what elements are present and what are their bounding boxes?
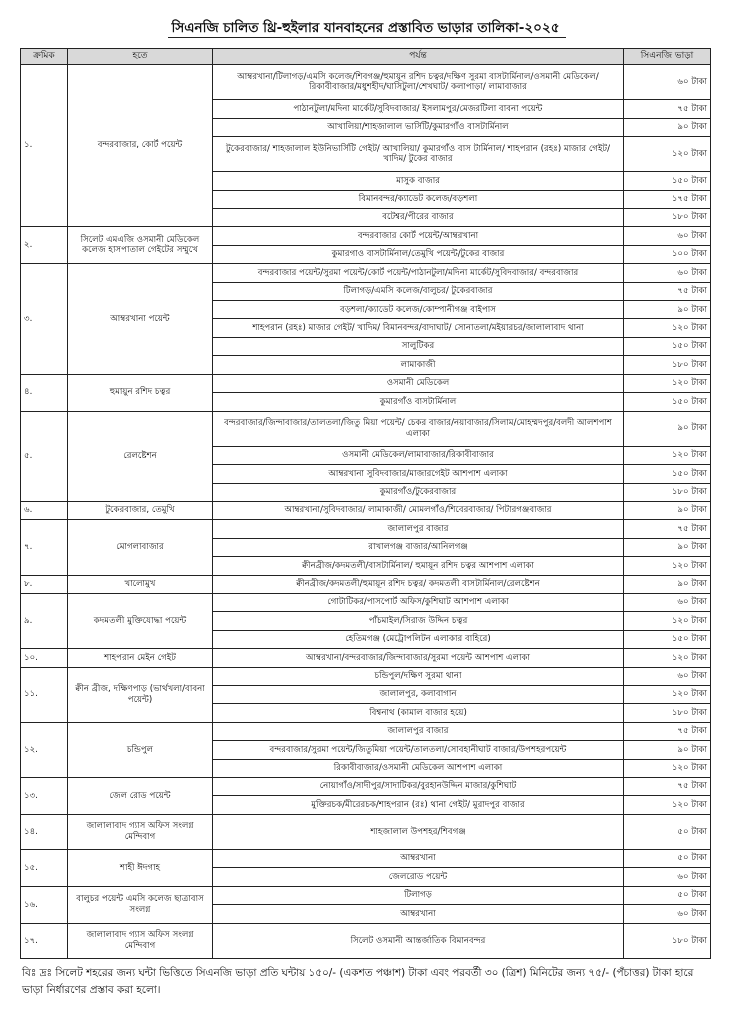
serial-cell: ৩.	[21, 264, 68, 374]
fare-cell: ৫০ টাকা	[624, 850, 711, 868]
serial-cell: ১৭.	[21, 923, 68, 958]
table-row	[21, 923, 711, 958]
table-row	[21, 814, 711, 849]
fare-cell: ৬০ টাকা	[624, 667, 711, 685]
fare-cell: ১৫০ টাকা	[624, 172, 711, 190]
fare-cell: ১২০ টাকা	[624, 759, 711, 777]
fare-cell: ৯০ টাকা	[624, 575, 711, 593]
from-cell: জালালাবাদ গ্যাস অফিস সংলগ্ন মেন্দিবাগ	[68, 814, 213, 849]
from-cell: সিলেট এমএজি ওসমানী মেডিকেল কলেজ হাসপাতাল গেইটের সম্মুখে	[68, 227, 213, 264]
destination-cell: জালালপুর বাজার	[213, 722, 624, 740]
serial-cell: ৪.	[21, 374, 68, 411]
fare-cell: ৭৫ টাকা	[624, 520, 711, 538]
destination-cell: পাঁচমাইল/সিরাজ উদ্দিন চত্বর	[213, 612, 624, 630]
page-title: সিএনজি চালিত থ্রি-হুইলার যানবাহনের প্রস্তাবিত ভাড়ার তালিকা-২০২৫	[171, 20, 560, 36]
destination-cell: চন্ডিপুল/দক্ষিণ সুরমা থানা	[213, 667, 624, 685]
serial-cell: ৬.	[21, 501, 68, 519]
serial-cell: ৫.	[21, 411, 68, 501]
table-row	[21, 886, 711, 904]
from-cell: আম্বরখানা পয়েন্ট	[68, 264, 213, 374]
table-row	[21, 411, 711, 446]
footnote: বিঃ দ্রঃ সিলেট শহরের জন্য ঘন্টা ভিত্তিতে সিএনজি ভাড়া প্রতি ঘন্টায় ১৫০/- (একশত পঞ্চাশ) টাকা এবং পরবর্তী ৩০ (ত্রিশ) মিনিটের জন্য ৭৫/- (পঁচাত্তর) টাকা হারে ভাড়া নির্ধারণের প্রস্তাব করা হলো।	[22, 967, 694, 997]
fare-cell: ৭৫ টাকা	[624, 722, 711, 740]
from-cell: শাহপরান মেইন গেইট	[68, 649, 213, 667]
fare-cell: ৯০ টাকা	[624, 501, 711, 519]
destination-cell: হেতিমগঞ্জ (মেট্রোপলিটন এলাকার বাহিরে)	[213, 630, 624, 648]
table-row	[21, 575, 711, 593]
destination-cell: বন্দরবাজার কোর্ট পয়েন্ট/আম্বরখানা	[213, 227, 624, 245]
serial-cell: ১১.	[21, 667, 68, 722]
destination-cell: ওসমানী মেডিকেল/লামাবাজার/রিকাবীবাজার	[213, 446, 624, 464]
fare-cell: ৫০ টাকা	[624, 886, 711, 904]
table-row	[21, 520, 711, 538]
destination-cell: বন্দরবাজার/সুরমা পয়েন্ট/জিতুমিয়া পয়েন্ট/তালতলা/সোবহানীঘাট বাজার/উপশহরপয়েন্ট	[213, 741, 624, 759]
from-cell: মোগলাবাজার	[68, 520, 213, 575]
destination-cell: আখালিয়া/শাহজালাল ভার্সিটি/কুমারগাঁও বাসটার্মিনাল	[213, 118, 624, 136]
header-from: হতে	[68, 49, 213, 65]
destination-cell: আম্বরখানা/বন্দরবাজার/জিন্দাবাজার/সুরমা পয়েন্ট আশপাশ এলাকা	[213, 649, 624, 667]
fare-table	[20, 48, 711, 959]
serial-cell: ১.	[21, 65, 68, 227]
serial-cell: ৭.	[21, 520, 68, 575]
destination-cell: গোটাটিকর/পাসপোর্ট অফিস/কুশিঘাট আশপাশ এলাকা	[213, 593, 624, 611]
fare-cell: ৬০ টাকা	[624, 905, 711, 923]
from-cell: রেলষ্টেশন	[68, 411, 213, 501]
fare-cell: ৭৫ টাকা	[624, 778, 711, 796]
table-row	[21, 264, 711, 282]
destination-cell: টিলাগড়	[213, 886, 624, 904]
fare-cell: ১৮০ টাকা	[624, 356, 711, 374]
fare-cell: ৯০ টাকা	[624, 301, 711, 319]
table-row	[21, 65, 711, 100]
destination-cell: বন্দরবাজার/জিন্দাবাজার/তালতলা/জিতু মিয়া পয়েন্ট/ চেকর বাজার/নয়াবাজার/সিলাম/মোহম্মদপুর/বলদী আলশপাশ এলাকা	[213, 411, 624, 446]
from-cell: বালুচর পয়েন্ট এমসি কলেজ ছাত্রাবাস সংলগ্ন	[68, 886, 213, 923]
table-header-row	[21, 49, 711, 65]
fare-cell: ৫০ টাকা	[624, 814, 711, 849]
fare-cell: ৬০ টাকা	[624, 227, 711, 245]
destination-cell: শাহপরান (রহঃ) মাজার গেইট/ খাদিম/ বিমানবন্দর/বাদাঘাট/ সোনাতলা/মইয়ারচর/জালালাবাদ থানা	[213, 319, 624, 337]
destination-cell: আম্বরখানা/টিলাগড়/এমসি কলেজ/শিবগঞ্জ/হুমায়ূন রশিদ চত্বর/দক্ষিণ সুরমা বাসটার্মিনাল/ওসমানী মেডিকেল/রিকাবীবাজার/মধুশহীদ/ঘাসিটুলা/শেখঘাট/ কলাপাড়া/ লামাবাজার	[213, 65, 624, 100]
fare-cell: ১৭৫ টাকা	[624, 190, 711, 208]
table-row	[21, 501, 711, 519]
from-cell: খালোমুখ	[68, 575, 213, 593]
table-row	[21, 649, 711, 667]
fare-cell: ১৮০ টাকা	[624, 704, 711, 722]
table-row	[21, 227, 711, 245]
from-cell: জেল রোড পয়েন্ট	[68, 778, 213, 815]
fare-cell: ১২০ টাকা	[624, 612, 711, 630]
destination-cell: কুমারগাঁও বাসটার্মিনাল	[213, 393, 624, 411]
fare-cell: ১২০ টাকা	[624, 446, 711, 464]
fare-cell: ১২০ টাকা	[624, 649, 711, 667]
destination-cell: আম্বরখানা/সুবিদবাজার/ লামাকাজী/ মোমলগাঁও/শিবেরবাজার/ পিটারগঞ্জবাজার	[213, 501, 624, 519]
fare-cell: ৯০ টাকা	[624, 118, 711, 136]
table-row	[21, 374, 711, 392]
table-row	[21, 778, 711, 796]
fare-cell: ৬০ টাকা	[624, 264, 711, 282]
destination-cell: বিশ্বনাথ (কামাল বাজার হয়ে)	[213, 704, 624, 722]
serial-cell: ৮.	[21, 575, 68, 593]
fare-cell: ১৮০ টাকা	[624, 923, 711, 958]
serial-cell: ১৫.	[21, 850, 68, 887]
destination-cell: রিকাবীবাজার/ওসমানী মেডিকেল আশপাশ এলাকা	[213, 759, 624, 777]
fare-cell: ১৫০ টাকা	[624, 465, 711, 483]
destination-cell: আম্বরখানা	[213, 905, 624, 923]
header-fare: সিএনজি ভাড়া	[624, 49, 711, 65]
destination-cell: মুক্তিরচক/মীরেরচক/শাহপরান (রঃ) থানা গেইট/ মুরাদপুর বাজার	[213, 796, 624, 814]
fare-table-body	[21, 65, 711, 959]
serial-cell: ৯.	[21, 593, 68, 648]
destination-cell: কুমারগাও বাসটার্মিনাল/তেমুখি পয়েন্ট/টুকের বাজার	[213, 245, 624, 263]
fare-cell: ৯০ টাকা	[624, 741, 711, 759]
destination-cell: সিলেট ওসমানী আন্তর্জাতিক বিমানবন্দর	[213, 923, 624, 958]
from-cell: হুমায়ুন রশিদ চত্বর	[68, 374, 213, 411]
serial-cell: ১০.	[21, 649, 68, 667]
destination-cell: আম্বরখানা	[213, 850, 624, 868]
destination-cell: বড়শলা/ক্যাডেট কলেজ/কোম্পানীগঞ্জ বাইপাস	[213, 301, 624, 319]
fare-cell: ১৫০ টাকা	[624, 393, 711, 411]
serial-cell: ১২.	[21, 722, 68, 777]
serial-cell: ১৬.	[21, 886, 68, 923]
destination-cell: মাসুক বাজার	[213, 172, 624, 190]
destination-cell: আম্বরখানা সুবিদবাজার/মাজারগেইট আশপাশ এলাকা	[213, 465, 624, 483]
from-cell: ক্বীন ব্রীজ, দক্ষিণপাড় (ভার্থখলা/বাবনা পয়েন্ট)	[68, 667, 213, 722]
destination-cell: কুমারগাঁও/টুকেরবাজার	[213, 483, 624, 501]
serial-cell: ২.	[21, 227, 68, 264]
destination-cell: বন্দরবাজার পয়েন্ট/সুরমা পয়েন্ট/কোর্ট পয়েন্ট/পাঠানটুলা/মদিনা মার্কেট/সুবিদবাজার/ বন্দরবাজার	[213, 264, 624, 282]
header-to: পর্যন্ত	[213, 49, 624, 65]
fare-cell: ১৮০ টাকা	[624, 483, 711, 501]
from-cell: টুকেরবাজার, তেমুখি	[68, 501, 213, 519]
from-cell: বন্দরবাজার, কোর্ট পয়েন্ট	[68, 65, 213, 227]
destination-cell: লামাকাজী	[213, 356, 624, 374]
fare-cell: ৭৫ টাকা	[624, 282, 711, 300]
fare-cell: ৬০ টাকা	[624, 65, 711, 100]
destination-cell: সালুটিকর	[213, 337, 624, 355]
fare-cell: ১২০ টাকা	[624, 374, 711, 392]
from-cell: শাহী ঈদগাহ	[68, 850, 213, 887]
destination-cell: জালালপুর বাজার	[213, 520, 624, 538]
fare-cell: ৬০ টাকা	[624, 868, 711, 886]
header-serial: ক্রমিক	[21, 49, 68, 65]
from-cell: চন্ডিপুল	[68, 722, 213, 777]
fare-cell: ৯০ টাকা	[624, 411, 711, 446]
destination-cell: ক্বীনব্রীজ/কদমতলী/বাসটার্মিনাল/ হুমায়ূন রশিদ চত্বর আশপাশ এলাকা	[213, 557, 624, 575]
destination-cell: জেলরোড পয়েন্ট	[213, 868, 624, 886]
fare-cell: ৬০ টাকা	[624, 593, 711, 611]
destination-cell: শাহজালাল উপশহর/শিবগঞ্জ	[213, 814, 624, 849]
fare-cell: ১২০ টাকা	[624, 685, 711, 703]
destination-cell: জালালপুর, কলাবাগান	[213, 685, 624, 703]
destination-cell: বটেশ্বর/পীরের বাজার	[213, 209, 624, 227]
fare-cell: ৯০ টাকা	[624, 538, 711, 556]
destination-cell: ওসমানী মেডিকেল	[213, 374, 624, 392]
destination-cell: ক্বীনব্রীজ/কদমতলী/হুমায়ূন রশিদ চত্বর/ কদমতলী বাসটার্মিনাল/রেলষ্টেশন	[213, 575, 624, 593]
fare-cell: ১২০ টাকা	[624, 137, 711, 172]
fare-cell: ১২০ টাকা	[624, 557, 711, 575]
destination-cell: বিমানবন্দর/ক্যাডেট কলেজ/বড়শলা	[213, 190, 624, 208]
fare-cell: ১৫০ টাকা	[624, 630, 711, 648]
fare-cell: ১৮০ টাকা	[624, 209, 711, 227]
serial-cell: ১৩.	[21, 778, 68, 815]
from-cell: জালালাবাদ গ্যাস অফিস সংলগ্ন মেন্দিবাগ	[68, 923, 213, 958]
fare-cell: ৭৫ টাকা	[624, 100, 711, 118]
fare-cell: ১২০ টাকা	[624, 796, 711, 814]
fare-cell: ১০০ টাকা	[624, 245, 711, 263]
from-cell: কদমতলী মুক্তিযোদ্ধা পয়েন্ট	[68, 593, 213, 648]
destination-cell: রাখালগঞ্জ বাজার/আনিলগঞ্জ	[213, 538, 624, 556]
destination-cell: টিলাগড়/এমসি কলেজ/বালুচর/ টুকেরবাজার	[213, 282, 624, 300]
table-row	[21, 667, 711, 685]
serial-cell: ১৪.	[21, 814, 68, 849]
table-row	[21, 722, 711, 740]
title-underline	[168, 37, 566, 38]
table-row	[21, 593, 711, 611]
table-row	[21, 850, 711, 868]
destination-cell: টুকেরবাজার/ শাহজালাল ইউনিভার্সিটি গেইট/ আখালিয়া/ কুমারগাঁও বাস টার্মিনাল/ শাহপরান (রহঃ) মাজার গেইট/ খাদিম/ টুকের বাজার	[213, 137, 624, 172]
destination-cell: পাঠানটুলা/মদিনা মার্কেট/সুবিদবাজার/ ইসলামপুর/মেজরটিলা বাবনা পয়েন্ট	[213, 100, 624, 118]
destination-cell: নোয়াগাঁও/সাদীপুর/সাদাটিকর/বুরহানউদ্দিন মাজার/কুশিঘাট	[213, 778, 624, 796]
fare-cell: ১২০ টাকা	[624, 319, 711, 337]
fare-cell: ১৫০ টাকা	[624, 337, 711, 355]
